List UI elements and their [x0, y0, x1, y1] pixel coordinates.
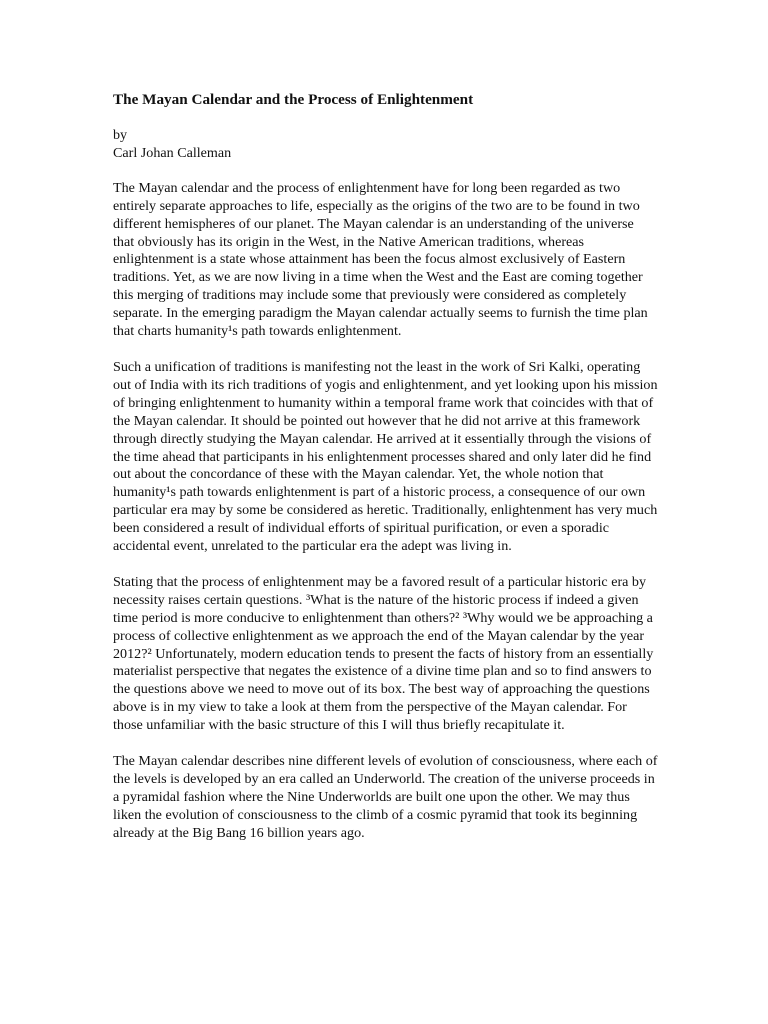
- paragraph-2: Such a unification of traditions is manifesting not the least in the work of Sri Kalki, operating out of India with its rich traditions of yogis and enlightenment, and yet looking upon his mission of bringing enlightenment to humanity within a temporal frame work that coincides with that of the Mayan calendar. It should be pointed out however that he did not arrive at this framework through directly studying the Mayan calendar. He arrived at it essentially through the visions of the time ahead that participants in his enlightenment processes shared and only later did he find out about the concordance of these with the Mayan calendar. Yet, the whole notion that humanity¹s path towards enlightenment is part of a historic process, a consequence of our own particular era may by some be considered as heretic. Traditionally, enlightenment has very much been considered a result of individual efforts of spiritual purification, or even a sporadic accidental event, unrelated to the particular era the adept was living in.: [113, 358, 658, 555]
- byline-by: by: [113, 127, 128, 143]
- author-name: Carl Johan Calleman: [113, 144, 232, 161]
- document-title: The Mayan Calendar and the Process of Enlightenment: [113, 91, 474, 108]
- paragraph-4: The Mayan calendar describes nine different levels of evolution of consciousness, where each of the levels is developed by an era called an Underworld. The creation of the universe proceeds in a pyramidal fashion where the Nine Underworlds are built one upon the other. We may thus liken the evolution of consciousness to the climb of a cosmic pyramid that took its beginning already at the Big Bang 16 billion years ago.: [113, 753, 658, 841]
- byline: [113, 127, 658, 163]
- document-body: [113, 90, 658, 861]
- paragraph-3: Stating that the process of enlightenment may be a favored result of a particular historic era by necessity raises certain questions. ³What is the nature of the historic process if indeed a given time period is more conducive to enlightenment than others?² ³Why would we be approaching a process of collective enlightenment as we approach the end of the Mayan calendar by the year 2012?² Unfortunately, modern education tends to present the facts of history from an essentially materialist perspective that negates the existence of a divine time plan and so to find answers to the questions above we need to move out of its box. The best way of approaching the questions above is in my view to take a look at them from the perspective of the Mayan calendar. For those unfamiliar with the basic structure of this I will thus briefly recapitulate it.: [113, 573, 654, 734]
- paragraph-1: The Mayan calendar and the process of enlightenment have for long been regarded as two entirely separate approaches to life, especially as the origins of the two are to be found in two different hemispheres of our planet. The Mayan calendar is an understanding of the universe that obviously has its origin in the West, in the Native American traditions, whereas enlightenment is a state whose attainment has been the focus almost exclusively of Eastern traditions. Yet, as we are now living in a time when the West and the East are coming together this merging of traditions may include some that previously were considered as completely separate. In the emerging paradigm the Mayan calendar actually seems to furnish the time plan that charts humanity¹s path towards enlightenment.: [113, 179, 648, 340]
